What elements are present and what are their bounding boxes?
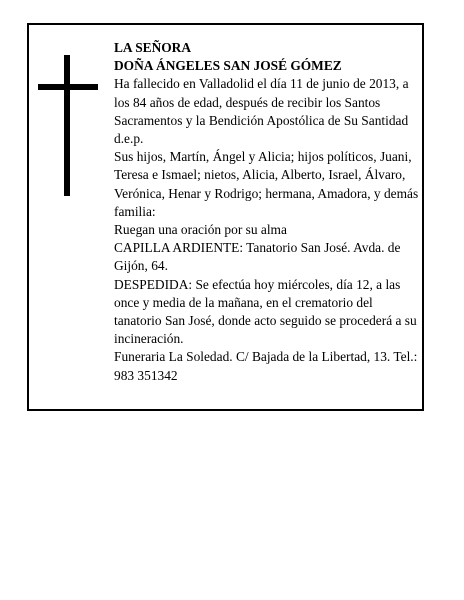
prayer-request: Ruegan una oración por su alma (114, 222, 287, 238)
obituary-text (114, 39, 419, 385)
cross-horizontal-bar (38, 84, 98, 90)
farewell-info: DESPEDIDA: Se efectúa hoy miércoles, día 12, a las once y media de la mañana, en el crematorio del tanatorio San José, donde acto seguido se procederá a su incineración. (114, 276, 417, 347)
funeral-home-info: Funeraria La Soledad. C/ Bajada de la Libertad, 13. Tel.: 983 351342 (114, 349, 418, 383)
deceased-name: DOÑA ÁNGELES SAN JOSÉ GÓMEZ (114, 58, 342, 74)
cross-icon (38, 55, 98, 196)
death-info: Ha fallecido en Valladolid el día 11 de junio de 2013, a los 84 años de edad, después de recibir los Santos Sacramentos y la Bendición Apostólica de Su Santidad d.e.p. (114, 76, 409, 147)
cross-vertical-bar (64, 55, 70, 196)
family-list: Sus hijos, Martín, Ángel y Alicia; hijos políticos, Juani, Teresa e Ismael; nietos, Alicia, Alberto, Israel, Álvaro, Verónica, Henar y Rodrigo; hermana, Amadora, y demás familia: (114, 149, 419, 219)
title-line-1: LA SEÑORA (114, 40, 192, 55)
chapel-info: CAPILLA ARDIENTE: Tanatorio San José. Avda. de Gijón, 64. (114, 240, 401, 274)
